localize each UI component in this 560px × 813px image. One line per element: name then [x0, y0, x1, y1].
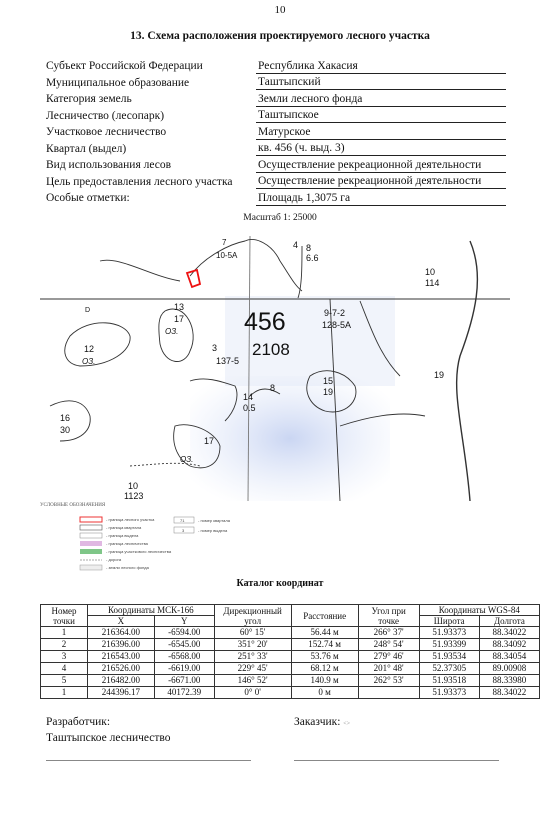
- info-value: Республика Хакасия: [256, 57, 506, 73]
- map-label: 19: [434, 370, 445, 380]
- table-cell: 216364.00: [88, 627, 155, 639]
- customer-value: <>: [343, 721, 351, 727]
- info-value: Осуществление рекреационной деятельности: [256, 172, 506, 189]
- map-label: 8: [306, 243, 312, 253]
- info-row: [46, 90, 506, 107]
- table-cell: 216482.00: [88, 675, 155, 687]
- info-label: Муниципальное образование: [46, 76, 190, 89]
- legend-title: УСЛОВНЫЕ ОБОЗНАЧЕНИЯ: [40, 503, 106, 508]
- quarter-number: 456: [244, 308, 286, 336]
- table-row: [41, 675, 540, 687]
- map-label: ОЗ.: [165, 327, 179, 336]
- legend-swatch: [80, 525, 102, 530]
- table-cell: -6619.00: [154, 663, 214, 675]
- info-row: [46, 57, 506, 73]
- table-cell: 68.12 м: [291, 663, 358, 675]
- column-header: Дирекционный угол: [214, 605, 291, 627]
- developer-signature-line: [46, 760, 251, 761]
- info-value: Таштыпский: [256, 73, 506, 90]
- legend-label: - номер выдела: [198, 528, 228, 533]
- info-row: [46, 172, 506, 189]
- customer-signature-line: [294, 760, 499, 761]
- table-cell: 351° 20': [214, 639, 291, 651]
- customer-label-text: Заказчик:: [294, 716, 341, 728]
- table-cell: 140.9 м: [291, 675, 358, 687]
- table-cell: 88.34022: [479, 687, 539, 699]
- map-label: ОЗ.: [180, 455, 194, 464]
- map-label: 9-7-2: [324, 308, 346, 318]
- info-row: [46, 156, 506, 173]
- info-value: кв. 456 (ч. выд. 3): [256, 139, 506, 156]
- map-legend: [40, 503, 300, 573]
- legend-label: - граница участкового лесничества: [106, 549, 172, 554]
- map-label: 17: [174, 314, 185, 324]
- map-tint: [190, 376, 390, 501]
- table-cell: 0° 0': [214, 687, 291, 699]
- developer-name: Таштыпское лесничество: [46, 732, 171, 744]
- table-row: [41, 651, 540, 663]
- table-cell: 2: [41, 639, 88, 651]
- map-label: 137-5: [216, 356, 240, 366]
- table-cell: 56.44 м: [291, 627, 358, 639]
- map-label: 30: [60, 425, 71, 435]
- table-cell: 201° 48': [358, 663, 419, 675]
- info-value: Площадь 1,3075 га: [256, 189, 506, 206]
- map-label: 10-5А: [216, 251, 238, 260]
- table-cell: 1: [41, 627, 88, 639]
- map-label: 8: [270, 383, 276, 393]
- column-header: Долгота: [479, 616, 539, 627]
- table-cell: 88.33980: [479, 675, 539, 687]
- map-label: 15: [323, 376, 334, 386]
- table-cell: 88.34054: [479, 651, 539, 663]
- map-label: 7: [222, 238, 227, 247]
- map-label: 14: [243, 392, 254, 402]
- info-table: [46, 57, 506, 206]
- table-header-row: [41, 605, 540, 616]
- table-cell: 52.37305: [419, 663, 479, 675]
- page-number: 10: [274, 4, 286, 16]
- table-row: [41, 639, 540, 651]
- legend-swatch: [80, 549, 102, 554]
- info-value: Матурское: [256, 123, 506, 140]
- table-cell: 0 м: [291, 687, 358, 699]
- column-header: Широта: [419, 616, 479, 627]
- info-label: Особые отметки:: [46, 192, 130, 204]
- table-cell: 51.93373: [419, 687, 479, 699]
- vydel-boundary: [280, 261, 302, 291]
- quarter-area: 2108: [252, 340, 290, 359]
- table-cell: 3: [41, 651, 88, 663]
- legend-label: - дорога: [106, 557, 122, 562]
- legend-label: - земли лесного фонда: [106, 565, 149, 570]
- map-label: 6.6: [306, 253, 319, 263]
- table-cell: 53.76 м: [291, 651, 358, 663]
- table-cell: 51.93373: [419, 627, 479, 639]
- info-label: Субъект Российской Федерации: [46, 60, 203, 72]
- table-cell: -6594.00: [154, 627, 214, 639]
- vydel-boundary: [100, 260, 180, 281]
- table-cell: 40172.39: [154, 687, 214, 699]
- table-cell: -6568.00: [154, 651, 214, 663]
- column-header: Координаты WGS-84: [419, 605, 539, 616]
- info-label: Лесничество (лесопарк): [46, 109, 165, 122]
- column-header: Расстояние: [291, 605, 358, 627]
- legend-swatch: [80, 541, 102, 546]
- table-cell: 51.93534: [419, 651, 479, 663]
- legend-label: - граница лесного участка: [106, 517, 155, 522]
- info-row: [46, 189, 506, 206]
- legend-label: 71: [180, 518, 185, 523]
- table-cell: 251° 33': [214, 651, 291, 663]
- table-cell: 229° 45': [214, 663, 291, 675]
- column-header: X: [88, 616, 155, 627]
- map-label: 128-5А: [322, 320, 352, 330]
- table-cell: 146° 52': [214, 675, 291, 687]
- table-row: [41, 663, 540, 675]
- legend-swatch: [80, 517, 102, 522]
- table-cell: 89.00908: [479, 663, 539, 675]
- customer-label: [294, 716, 350, 728]
- info-label: Вид использования лесов: [46, 159, 172, 171]
- table-cell: 244396.17: [88, 687, 155, 699]
- forest-map: [40, 226, 510, 501]
- page-title: 13. Схема расположения проектируемого лесного участка: [130, 30, 430, 42]
- legend-label: - граница квартала: [106, 525, 142, 530]
- table-cell: 152.74 м: [291, 639, 358, 651]
- table-row: [41, 627, 540, 639]
- info-row: [46, 106, 506, 123]
- map-label: 13: [174, 302, 185, 312]
- info-label: Цель предоставления лесного участка: [46, 175, 233, 188]
- map-label: 0.5: [243, 403, 256, 413]
- map-label: 19: [323, 387, 334, 397]
- table-cell: [358, 687, 419, 699]
- developer-label: Разработчик:: [46, 716, 111, 728]
- info-value: Таштыпское: [256, 106, 506, 123]
- info-value: Осуществление рекреационной деятельности: [256, 156, 506, 173]
- legend-label: 3: [182, 528, 185, 533]
- table-cell: 88.34092: [479, 639, 539, 651]
- table-cell: 266° 37': [358, 627, 419, 639]
- table-cell: 248° 54': [358, 639, 419, 651]
- map-label: 17: [204, 436, 215, 446]
- info-label: Участковое лесничество: [46, 126, 167, 138]
- map-label: 10: [425, 267, 436, 277]
- info-row: [46, 139, 506, 156]
- map-label: 10: [128, 481, 139, 491]
- info-label: Квартал (выдел): [46, 142, 127, 155]
- map-label: 114: [425, 278, 440, 288]
- forest-boundary: [457, 241, 478, 501]
- table-cell: 4: [41, 663, 88, 675]
- column-header: Угол при точке: [358, 605, 419, 627]
- table-cell: 216526.00: [88, 663, 155, 675]
- vydel-boundary: [65, 323, 130, 366]
- map-label: 16: [60, 413, 71, 423]
- table-cell: 262° 53': [358, 675, 419, 687]
- table-cell: 1: [41, 687, 88, 699]
- forest-plot-boundary: [187, 270, 200, 287]
- table-row: [41, 687, 540, 699]
- map-label: 1123: [124, 491, 144, 501]
- table-cell: 279° 46': [358, 651, 419, 663]
- legend-label: - граница выдела: [106, 533, 139, 538]
- table-cell: 216396.00: [88, 639, 155, 651]
- table-cell: 60° 15': [214, 627, 291, 639]
- table-cell: -6545.00: [154, 639, 214, 651]
- map-scale: Масштаб 1: 25000: [243, 213, 317, 223]
- map-label: ОЗ.: [82, 357, 96, 366]
- table-cell: -6671.00: [154, 675, 214, 687]
- table-cell: 51.93518: [419, 675, 479, 687]
- table-cell: 88.34022: [479, 627, 539, 639]
- info-row: [46, 123, 506, 140]
- table-cell: 216543.00: [88, 651, 155, 663]
- coordinates-table: [40, 604, 540, 699]
- column-header: Координаты МСК-166: [88, 605, 215, 616]
- legend-label: - номер квартала: [198, 518, 230, 523]
- map-label: 12: [84, 344, 95, 354]
- legend-swatch: [80, 565, 102, 570]
- column-header: Номер точки: [41, 605, 88, 627]
- vydel-boundary: [50, 401, 90, 441]
- map-label: D: [85, 307, 91, 314]
- legend-label: - граница лесничества: [106, 541, 148, 546]
- info-value: Земли лесного фонда: [256, 90, 506, 107]
- table-cell: 51.93399: [419, 639, 479, 651]
- column-header: Y: [154, 616, 214, 627]
- legend-swatch: [80, 533, 102, 538]
- map-label: 4: [293, 240, 299, 250]
- info-row: [46, 73, 506, 90]
- catalog-title: Каталог координат: [236, 578, 324, 589]
- table-cell: 5: [41, 675, 88, 687]
- map-label: 3: [212, 343, 218, 353]
- info-label: Категория земель: [46, 93, 132, 105]
